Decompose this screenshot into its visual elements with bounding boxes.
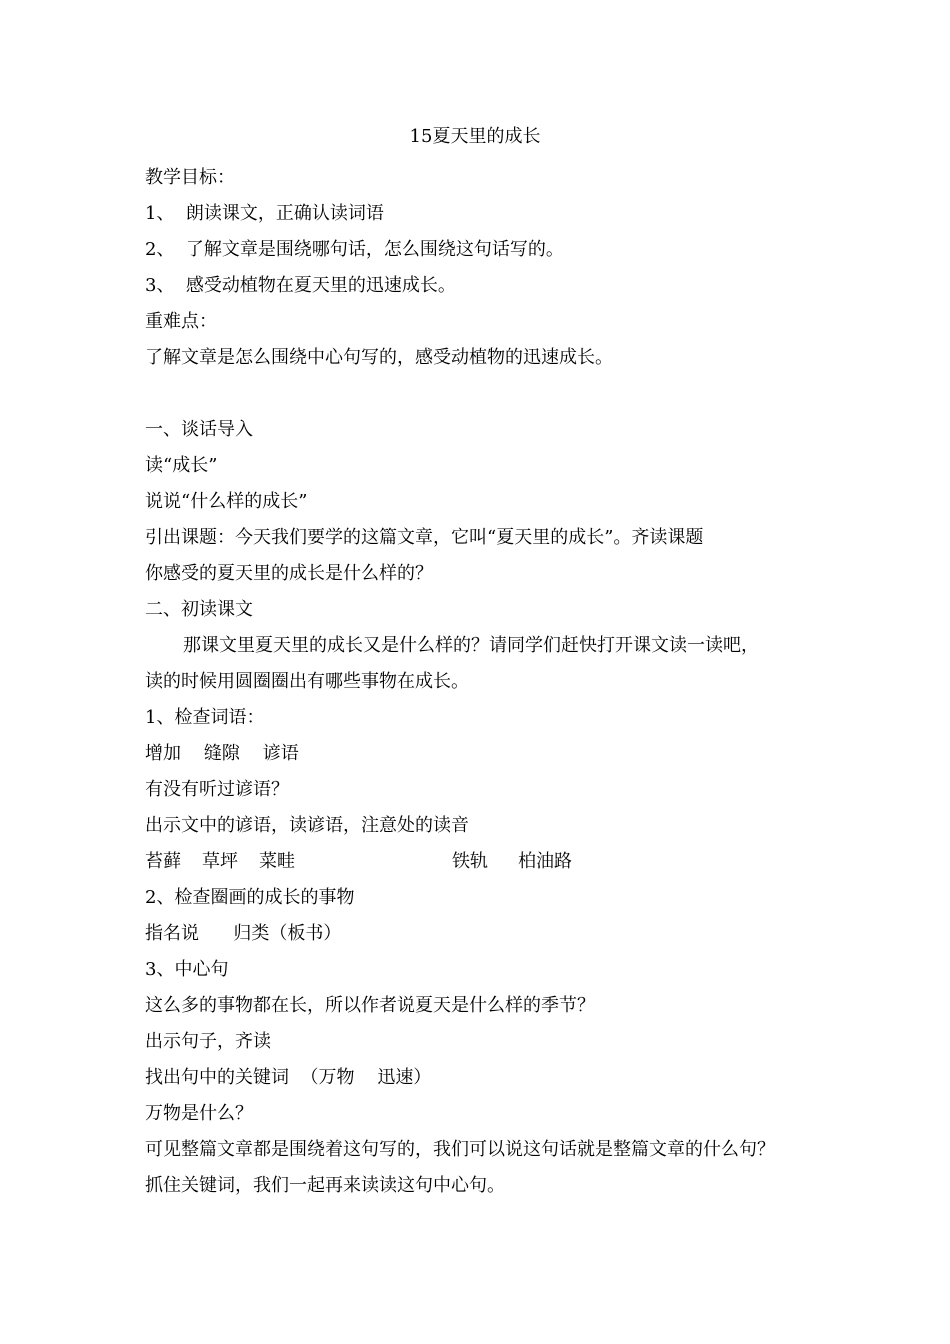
paragraph: 这么多的事物都在长，所以作者说夏天是什么样的季节？ [145, 995, 595, 1016]
paragraph: 引出课题：今天我们要学的这篇文章，它叫“夏天里的成长”。齐读课题 [145, 527, 704, 548]
paragraph: 读的时候用圆圈圈出有哪些事物在成长。 [145, 671, 469, 692]
section-heading-key-points: 重难点： [145, 311, 217, 332]
paragraph: 读“成长” [145, 455, 218, 476]
subheading-check-circled: 2、检查圈画的成长的事物 [145, 887, 355, 908]
paragraph: 你感受的夏天里的成长是什么样的？ [145, 563, 433, 584]
paragraph: 说说“什么样的成长” [145, 491, 308, 512]
subheading-central-sentence: 3、中心句 [145, 959, 229, 980]
paragraph: 万物是什么？ [145, 1103, 253, 1124]
term: 铁轨 [452, 851, 488, 872]
objective-item-3: 3、 感受动植物在夏天里的迅速成长。 [145, 275, 456, 296]
paragraph-indented: 那课文里夏天里的成长又是什么样的？请同学们赶快打开课文读一读吧， [183, 635, 759, 656]
term: 草坪 [202, 851, 238, 872]
page-title: 15夏天里的成长 [409, 126, 541, 147]
section-heading-objectives: 教学目标： [145, 167, 235, 188]
paragraph: 可见整篇文章都是围绕着这句写的，我们可以说这句话就是整篇文章的什么句？ [145, 1139, 775, 1160]
subheading-check-words: 1、检查词语： [145, 707, 265, 728]
term: 菜畦 [259, 851, 295, 872]
section-heading-first-reading: 二、初读课文 [145, 599, 253, 620]
blank-line [145, 376, 825, 412]
paragraph: 出示句子，齐读 [145, 1031, 271, 1052]
term: 苔藓 [145, 851, 181, 872]
paragraph: 找出句中的关键词 （万物 迅速） [145, 1067, 432, 1088]
key-points-text: 了解文章是怎么围绕中心句写的，感受动植物的迅速成长。 [145, 347, 613, 368]
paragraph: 指名说 归类（板书） [145, 923, 342, 944]
term: 柏油路 [518, 851, 572, 872]
paragraph: 出示文中的谚语，读谚语，注意处的读音 [145, 815, 469, 836]
term-list [145, 844, 825, 880]
word-list: 增加 缝隙 谚语 [145, 743, 299, 764]
objective-item-2: 2、 了解文章是围绕哪句话，怎么围绕这句话写的。 [145, 239, 564, 260]
objective-item-1: 1、 朗读课文，正确认读词语 [145, 203, 384, 224]
document-body [145, 160, 825, 1204]
paragraph: 抓住关键词，我们一起再来读读这句中心句。 [145, 1175, 505, 1196]
paragraph: 有没有听过谚语？ [145, 779, 289, 800]
section-heading-intro: 一、谈话导入 [145, 419, 253, 440]
